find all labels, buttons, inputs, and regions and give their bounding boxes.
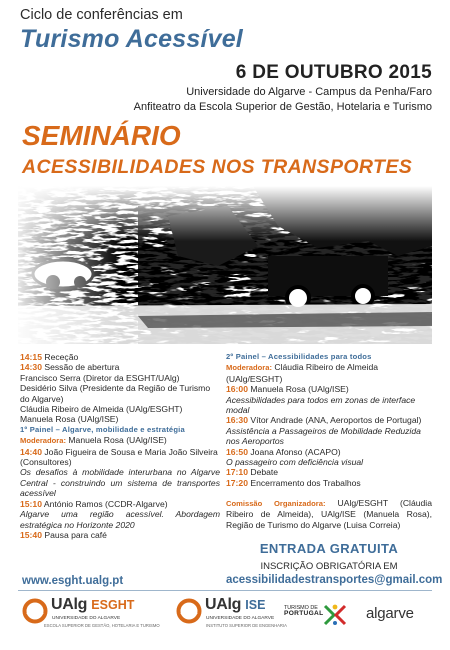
item-text: Manuela Rosa (UAlg/ISE) <box>250 384 349 395</box>
ualg-ise-logo <box>176 596 286 642</box>
tp-line1: TURISMO DE <box>284 605 318 611</box>
ualg-esght-line1: UNIVERSIDADE DO ALGARVE <box>52 616 121 621</box>
series-subtitle: Ciclo de conferências em <box>20 7 183 23</box>
item-text: António Ramos (CCDR-Algarve) <box>43 498 168 509</box>
time-label: 15:40 <box>20 529 42 540</box>
moderator-label: Moderadora: <box>226 363 272 373</box>
program-item <box>226 447 432 457</box>
venue-room: Anfiteatro da Escola Superior de Gestão, Hotelaria e Turismo <box>133 101 432 113</box>
time-label: 16:00 <box>226 384 248 395</box>
time-label: 14:30 <box>20 362 42 373</box>
program-item <box>226 478 432 488</box>
speaker: Manuela Rosa (UAlg/ISE) <box>20 414 119 425</box>
moderator-line <box>226 362 432 384</box>
website-link[interactable]: www.esght.ualg.pt <box>22 575 124 587</box>
item-text: João Figueira de Sousa e Maria João Silveira (Consultores) <box>20 446 218 468</box>
time-label: 16:30 <box>226 415 248 426</box>
program-item <box>20 352 220 362</box>
event-date: 6 DE OUTUBRO 2015 <box>235 62 432 83</box>
footer-divider <box>18 590 432 591</box>
free-entry-notice: ENTRADA GRATUITA <box>259 541 399 556</box>
speaker: Desidério Silva (Presidente da Região de Turismo do Algarve) <box>20 383 211 404</box>
program-item <box>20 362 220 372</box>
item-text: Encerramento dos Trabalhos <box>250 477 361 488</box>
ualg-ring-icon <box>176 598 202 624</box>
committee-label: Comissão Organizadora: <box>226 499 326 508</box>
moderator-name: Manuela Rosa (UAlg/ISE) <box>68 435 167 446</box>
talk-title: O passageiro com deficiência visual <box>226 457 364 468</box>
seminar-subject: ACESSIBILIDADES NOS TRANSPORTES <box>22 156 413 178</box>
ualg-ise-line2: INSTITUTO SUPERIOR DE ENGENHARIA <box>206 623 287 628</box>
program-item <box>226 467 432 477</box>
tp-line2: PORTUGAL <box>284 610 324 618</box>
ualg-ring-icon <box>22 598 48 624</box>
ualg-esght-logo <box>22 596 162 642</box>
seminar-title: SEMINÁRIO <box>22 120 181 151</box>
talk-title: Os desafios à mobilidade interurbana no Algarve Central - construindo um sistema de transportes acessível <box>20 467 220 499</box>
item-text: Pausa para café <box>44 529 107 540</box>
moderator-line <box>20 435 220 446</box>
ualg-ise-name: UAlg ISE <box>205 596 266 613</box>
talk-title: Assistência a Passageiros de Mobilidade Reduzida nos Aeroportos <box>226 425 421 447</box>
ualg-ise-line1: UNIVERSIDADE DO ALGARVE <box>206 616 275 621</box>
registration-email-link[interactable]: acessibilidadestransportes@gmail.com <box>226 574 443 586</box>
time-label: 14:15 <box>20 352 42 362</box>
program-item <box>226 384 432 394</box>
committee-text: UAlg/ESGHT (Cláudia Ribeiro de Almeida), UAlg/ISE (Manuela Rosa), Região de Turismo do Algarve (Luisa Correia) <box>226 498 432 530</box>
time-label: 17:10 <box>226 467 248 478</box>
ualg-esght-line2: ESCOLA SUPERIOR DE GESTÃO, HOTELARIA E TURISMO <box>44 623 160 628</box>
moderator-label: Moderadora: <box>20 436 66 446</box>
series-title: Turismo Acessível <box>20 25 243 53</box>
algarve-logo: algarve <box>366 605 414 622</box>
time-label: 16:50 <box>226 446 248 457</box>
registration-notice: INSCRIÇÃO OBRIGATÓRIA EM <box>260 561 398 572</box>
program-right-column <box>226 352 432 488</box>
program-left-column <box>20 352 220 540</box>
organizing-committee <box>226 498 432 530</box>
speaker: Francisco Serra (Diretor da ESGHT/UAlg) <box>20 372 180 383</box>
panel-heading: 2º Painel – Acessibilidades para todos <box>226 352 372 361</box>
item-text: Vítor Andrade (ANA, Aeroportos de Portugal) <box>250 415 422 426</box>
program-item <box>226 415 432 425</box>
item-text: Joana Afonso (ACAPO) <box>250 446 341 457</box>
item-text: Receção <box>44 352 79 362</box>
panel-heading: 1º Painel – Algarve, mobilidade e estratégia <box>20 424 185 434</box>
turismo-portugal-mark-icon <box>322 602 348 628</box>
time-label: 14:40 <box>20 446 42 457</box>
program-item <box>20 447 220 468</box>
moderator-name: Cláudia Ribeiro de Almeida (UAlg/ESGHT) <box>226 362 379 384</box>
speaker: Cláudia Ribeiro de Almeida (UAlg/ESGHT) <box>20 404 183 415</box>
program-item <box>20 499 220 509</box>
talk-title: Algarve uma região acessível. Abordagem estratégica no Horizonte 2020 <box>20 509 220 530</box>
ualg-esght-name: UAlg ESGHT <box>51 596 135 613</box>
venue-campus: Universidade do Algarve - Campus da Penha/Faro <box>186 86 432 98</box>
item-text: Debate <box>250 467 279 478</box>
item-text: Sessão de abertura <box>44 362 120 373</box>
traffic-photo <box>18 186 432 344</box>
talk-title: Acessibilidades para todos em zonas de interface modal <box>226 394 416 416</box>
time-label: 17:20 <box>226 477 248 488</box>
time-label: 15:10 <box>20 498 42 509</box>
program-item <box>20 530 220 540</box>
turismo-de-portugal-logo <box>284 605 323 618</box>
